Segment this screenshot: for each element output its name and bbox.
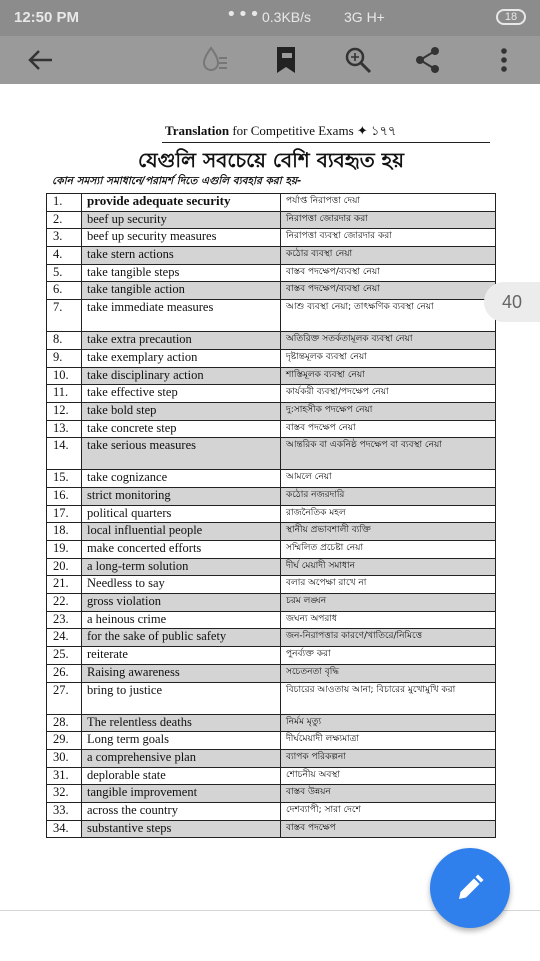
english-phrase: a long-term solution [82, 558, 281, 576]
english-phrase: for the sake of public safety [82, 629, 281, 647]
english-phrase: Raising awareness [82, 664, 281, 682]
header-rule [162, 142, 490, 143]
table-row [47, 647, 496, 665]
bengali-meaning: দু:সাহসীক পদক্ষেপ নেয়া [281, 402, 496, 420]
row-number: 17. [47, 505, 82, 523]
bengali-meaning: স্থানীয় প্রভাবশালী ব্যক্তি [281, 523, 496, 541]
more-vert-icon[interactable] [484, 40, 524, 80]
table-row [47, 367, 496, 385]
english-phrase: take concrete step [82, 420, 281, 438]
english-phrase: Long term goals [82, 732, 281, 750]
english-phrase: tangible improvement [82, 785, 281, 803]
table-row [47, 820, 496, 838]
row-number: 13. [47, 420, 82, 438]
table-row [47, 767, 496, 785]
row-number: 1. [47, 194, 82, 212]
row-number: 32. [47, 785, 82, 803]
network-type: 3G H+ [344, 9, 385, 25]
table-row [47, 349, 496, 367]
table-row [47, 611, 496, 629]
page-subtitle: কোন সমস্যা সমাধানে/পরামর্শ দিতে এগুলি ব্যবহার করা হয়- [52, 175, 302, 187]
bengali-meaning: আন্তরিক বা একনিষ্ঠ পদক্ষেপ বা ব্যবস্থা নেয়া [281, 438, 496, 470]
bengali-meaning: বলার অপেক্ষা রাখে না [281, 576, 496, 594]
row-number: 19. [47, 541, 82, 559]
table-row [47, 247, 496, 265]
table-row [47, 541, 496, 559]
table-row [47, 385, 496, 403]
notification-dots: ••• [226, 4, 261, 25]
row-number: 14. [47, 438, 82, 470]
english-phrase: gross violation [82, 594, 281, 612]
table-row [47, 505, 496, 523]
table-row [47, 487, 496, 505]
table-row [47, 332, 496, 350]
row-number: 7. [47, 300, 82, 332]
back-arrow-icon[interactable] [20, 40, 60, 80]
bengali-meaning: চরম লঙ্ঘন [281, 594, 496, 612]
row-number: 16. [47, 487, 82, 505]
row-number: 25. [47, 647, 82, 665]
row-number: 22. [47, 594, 82, 612]
english-phrase: take exemplary action [82, 349, 281, 367]
row-number: 15. [47, 470, 82, 488]
table-row [47, 438, 496, 470]
english-phrase: take bold step [82, 402, 281, 420]
english-phrase: a comprehensive plan [82, 749, 281, 767]
bengali-meaning: সচেতনতা বৃদ্ধি [281, 664, 496, 682]
table-row [47, 229, 496, 247]
table-row [47, 629, 496, 647]
table-row [47, 264, 496, 282]
row-number: 18. [47, 523, 82, 541]
row-number: 23. [47, 611, 82, 629]
bengali-meaning: দেশব্যাপী; সারা দেশে [281, 802, 496, 820]
bengali-meaning: বাস্তব পদক্ষেপ নেয়া [281, 420, 496, 438]
table-row [47, 682, 496, 714]
english-phrase: across the country [82, 802, 281, 820]
page-number-indicator[interactable]: 40 [484, 282, 540, 322]
bengali-meaning: দীর্ঘ মেয়াদী সমাধান [281, 558, 496, 576]
english-phrase: The relentless deaths [82, 714, 281, 732]
battery-icon: 18 [496, 9, 526, 25]
header-rest: for Competitive Exams ✦ ১৭৭ [229, 123, 397, 138]
search-icon[interactable] [338, 40, 378, 80]
row-number: 20. [47, 558, 82, 576]
english-phrase: make concerted efforts [82, 541, 281, 559]
bengali-meaning: নিরাপত্তা ব্যবস্থা জোরদার করা [281, 229, 496, 247]
table-row [47, 420, 496, 438]
english-phrase: provide adequate security [82, 194, 281, 212]
status-time: 12:50 PM [14, 9, 80, 26]
english-phrase: deplorable state [82, 767, 281, 785]
bengali-meaning: নির্মম মৃত্যু [281, 714, 496, 732]
network-speed: 0.3KB/s [262, 9, 312, 25]
table-row [47, 558, 496, 576]
english-phrase: local influential people [82, 523, 281, 541]
row-number: 29. [47, 732, 82, 750]
english-phrase: take extra precaution [82, 332, 281, 350]
row-number: 12. [47, 402, 82, 420]
row-number: 9. [47, 349, 82, 367]
english-phrase: Needless to say [82, 576, 281, 594]
row-number: 4. [47, 247, 82, 265]
row-number: 26. [47, 664, 82, 682]
row-number: 28. [47, 714, 82, 732]
row-number: 3. [47, 229, 82, 247]
status-bar [0, 0, 540, 36]
pencil-edit-icon [455, 873, 485, 903]
bengali-meaning: দৃষ্টান্তমূলক ব্যবস্থা নেয়া [281, 349, 496, 367]
bengali-meaning: ব্যাপক পরিকল্পনা [281, 749, 496, 767]
row-number: 6. [47, 282, 82, 300]
bengali-meaning: বাস্তব পদক্ষেপ [281, 820, 496, 838]
english-phrase: bring to justice [82, 682, 281, 714]
row-number: 10. [47, 367, 82, 385]
row-number: 21. [47, 576, 82, 594]
table-row [47, 282, 496, 300]
table-row [47, 211, 496, 229]
table-row [47, 300, 496, 332]
english-phrase: take disciplinary action [82, 367, 281, 385]
bengali-meaning: আশু ব্যবস্থা নেয়া; তাৎক্ষণিক ব্যবস্থা নেয়া [281, 300, 496, 332]
english-phrase: take stern actions [82, 247, 281, 265]
bengali-meaning: বিচারের আওতায় আনা; বিচারের মুখোমুখি করা [281, 682, 496, 714]
table-row [47, 714, 496, 732]
english-phrase: take effective step [82, 385, 281, 403]
english-phrase: strict monitoring [82, 487, 281, 505]
bookmark-icon[interactable] [266, 40, 306, 80]
english-phrase: political quarters [82, 505, 281, 523]
bengali-meaning: পুনর্ব্যক্ত করা [281, 647, 496, 665]
row-number: 31. [47, 767, 82, 785]
english-phrase: beef up security measures [82, 229, 281, 247]
table-row [47, 802, 496, 820]
row-number: 5. [47, 264, 82, 282]
bengali-meaning: জন-নিরাপত্তার কারণে/খাতিরে/নিমিত্তে [281, 629, 496, 647]
row-number: 2. [47, 211, 82, 229]
english-phrase: take immediate measures [82, 300, 281, 332]
table-row [47, 732, 496, 750]
row-number: 8. [47, 332, 82, 350]
bengali-meaning: সম্মিলিত প্রচেষ্টা নেয়া [281, 541, 496, 559]
bengali-meaning: শোচনীয় অবস্থা [281, 767, 496, 785]
english-phrase: beef up security [82, 211, 281, 229]
document-page [0, 84, 540, 910]
bengali-meaning: কঠোর ব্যবস্থা নেয়া [281, 247, 496, 265]
bengali-meaning: রাজনৈতিক মহল [281, 505, 496, 523]
english-phrase: take tangible action [82, 282, 281, 300]
english-phrase: substantive steps [82, 820, 281, 838]
table-row [47, 664, 496, 682]
app-toolbar [0, 36, 540, 84]
row-number: 27. [47, 682, 82, 714]
bengali-meaning: অতিরিক্ত সতর্কতামূলক ব্যবস্থা নেয়া [281, 332, 496, 350]
english-phrase: take cognizance [82, 470, 281, 488]
bengali-meaning: পর্যাপ্ত নিরাপত্তা দেয়া [281, 194, 496, 212]
bengali-meaning: কার্যকরী ব্যবস্থা/পদক্ষেপ নেয়া [281, 385, 496, 403]
header-bold: Translation [165, 123, 230, 138]
table-row [47, 523, 496, 541]
bengali-meaning: কঠোর নজরদারি [281, 487, 496, 505]
edit-fab-button[interactable] [430, 848, 510, 928]
bengali-meaning: জঘন্য অপরাধ [281, 611, 496, 629]
english-phrase: take tangible steps [82, 264, 281, 282]
table-row [47, 194, 496, 212]
bengali-meaning: শাস্তিমূলক ব্যবস্থা নেয়া [281, 367, 496, 385]
row-number: 34. [47, 820, 82, 838]
table-row [47, 402, 496, 420]
bengali-meaning: বাস্তব পদক্ষেপ/ব্যবস্থা নেয়া [281, 282, 496, 300]
share-icon[interactable] [408, 40, 448, 80]
page-header [165, 122, 490, 143]
english-phrase: take serious measures [82, 438, 281, 470]
row-number: 33. [47, 802, 82, 820]
bengali-meaning: বাস্তব পদক্ষেপ/ব্যবস্থা নেয়া [281, 264, 496, 282]
table-row [47, 749, 496, 767]
english-phrase: reiterate [82, 647, 281, 665]
row-number: 11. [47, 385, 82, 403]
row-number: 24. [47, 629, 82, 647]
table-row [47, 576, 496, 594]
page-title: যেগুলি সবচেয়ে বেশি ব্যবহৃত হয় [138, 148, 404, 172]
bengali-meaning: দীর্ঘমেয়াদী লক্ষ্যমাত্রা [281, 732, 496, 750]
table-row [47, 594, 496, 612]
bengali-meaning: নিরাপত্তা জোরদার করা [281, 211, 496, 229]
english-phrase: a heinous crime [82, 611, 281, 629]
table-row [47, 785, 496, 803]
bengali-meaning: আমলে নেয়া [281, 470, 496, 488]
table-row [47, 470, 496, 488]
bengali-meaning: বাস্তব উন্নয়ন [281, 785, 496, 803]
phrase-table [46, 193, 496, 838]
row-number: 30. [47, 749, 82, 767]
night-mode-icon[interactable] [194, 40, 234, 80]
